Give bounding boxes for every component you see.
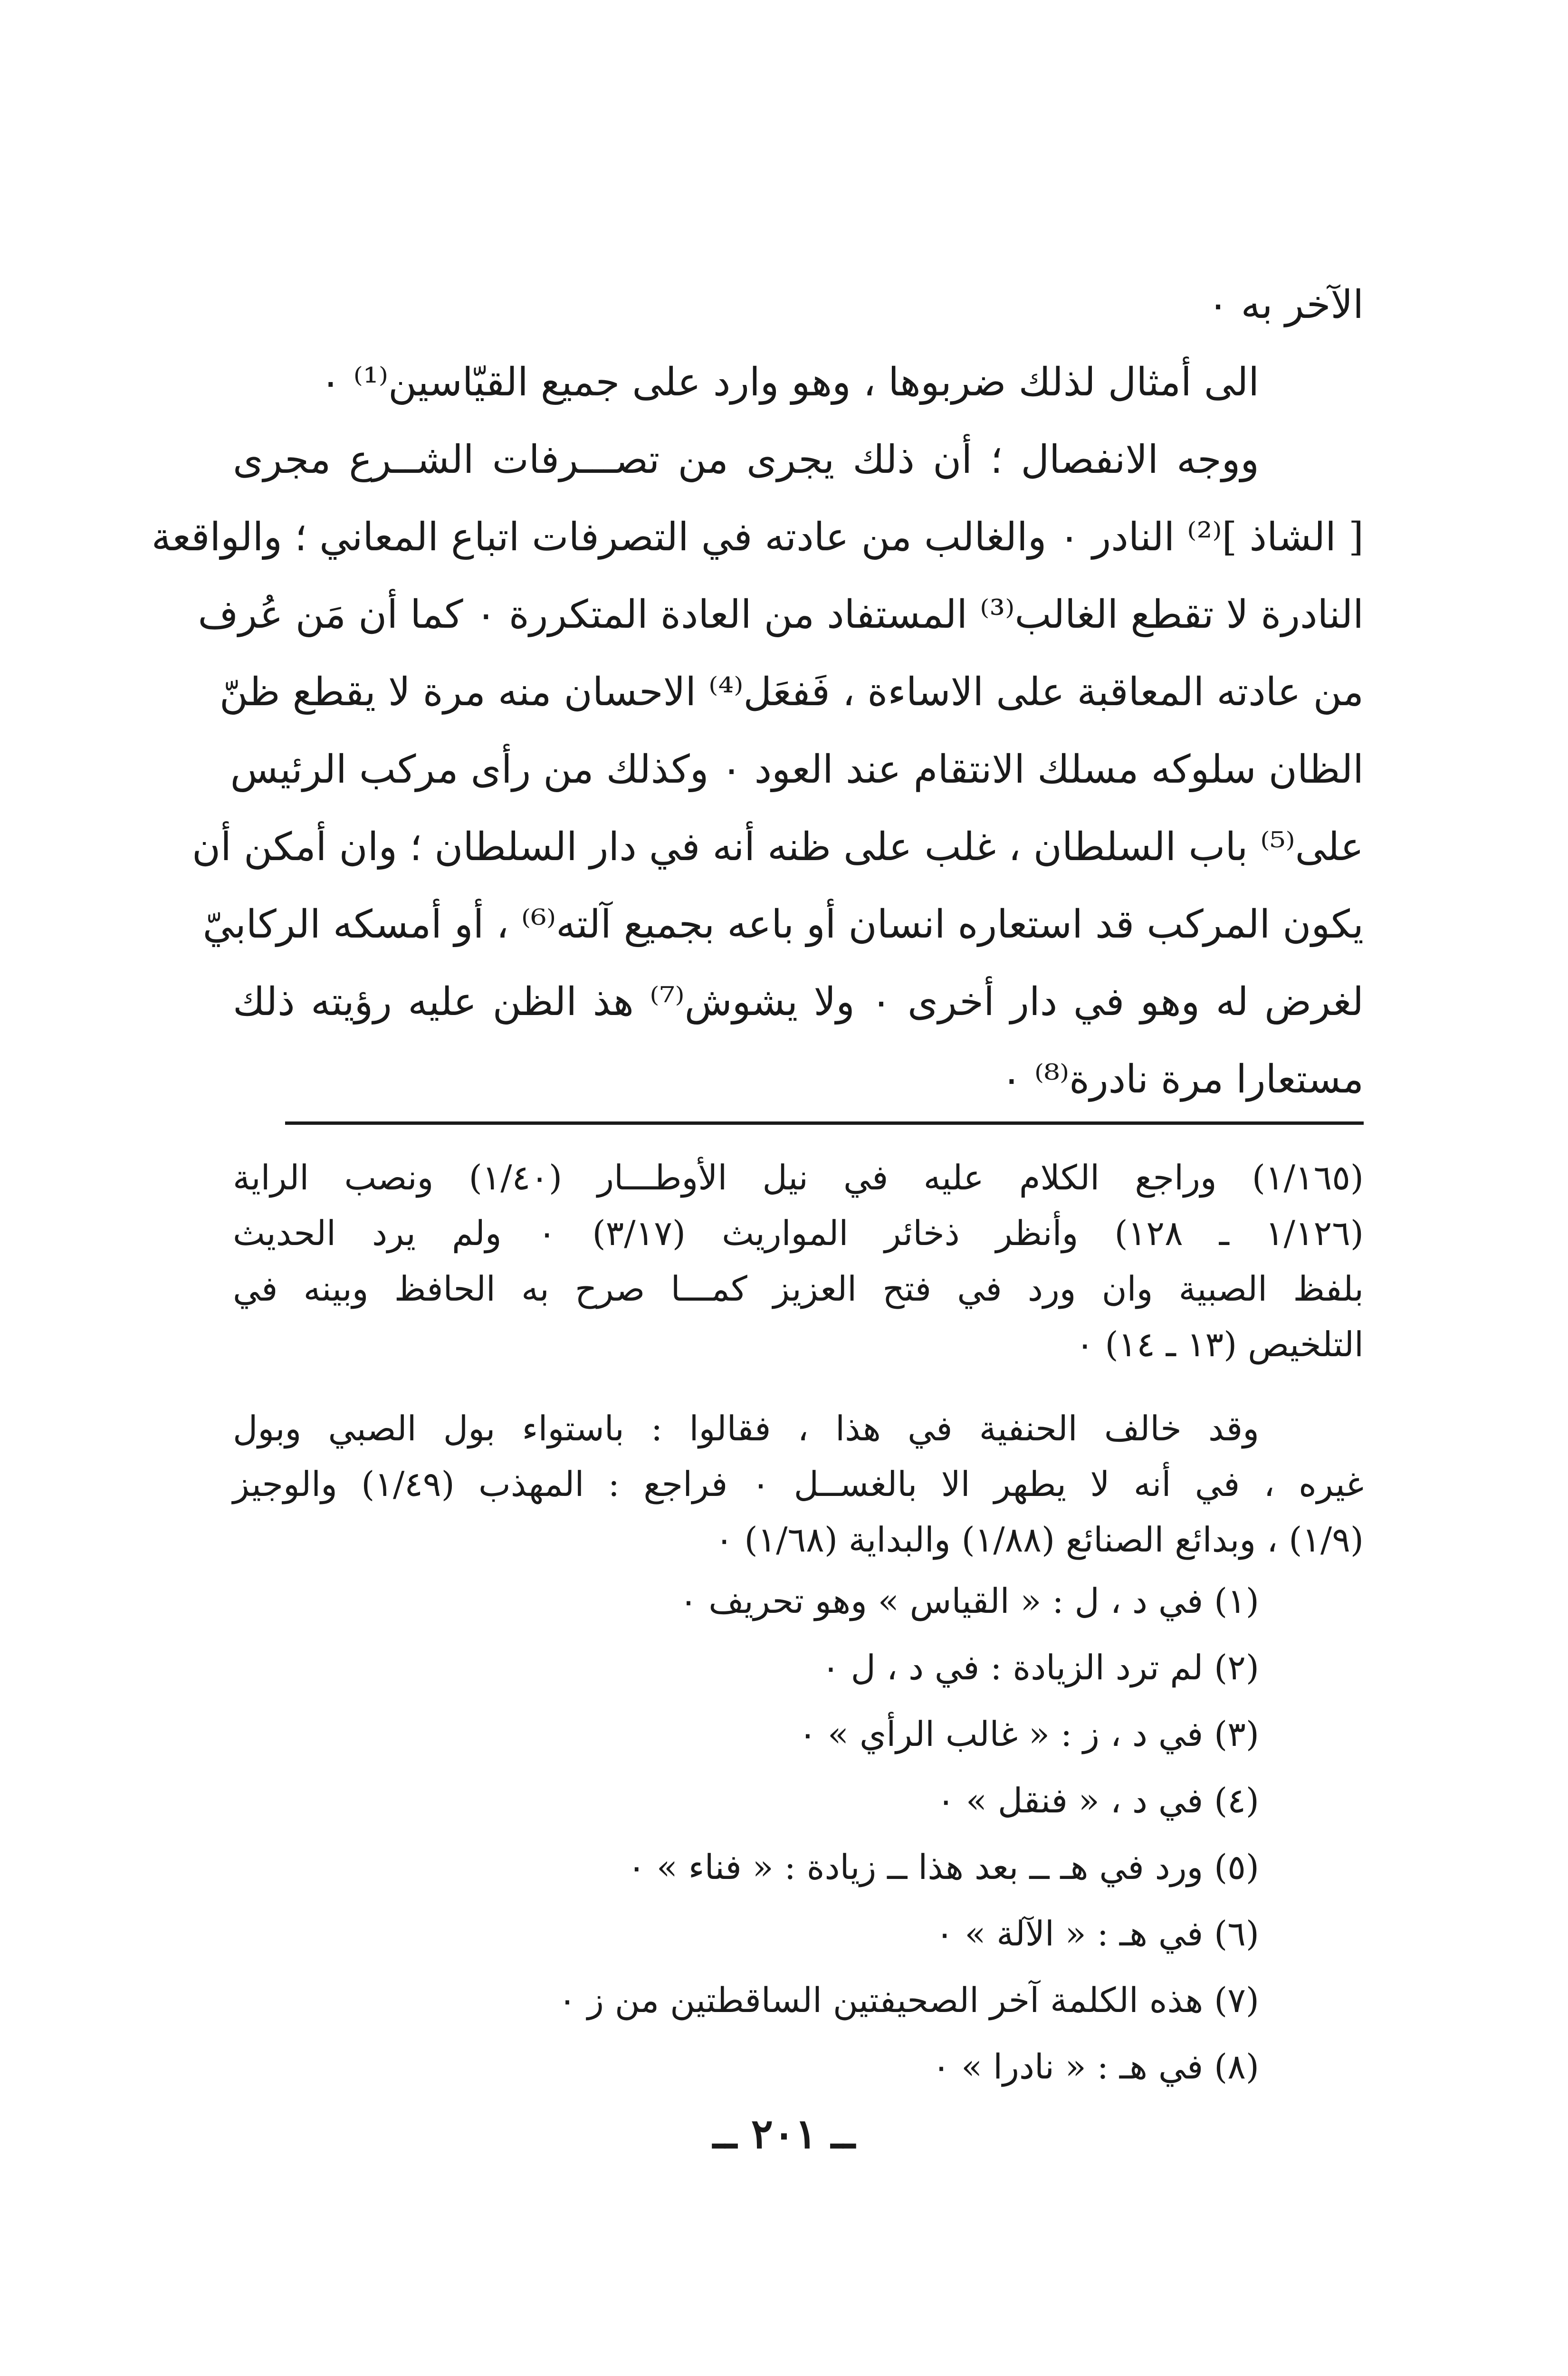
main-line: من عادته المعاقبة على الاساءة ، فَفعَل⁽⁴⁾ الاحسان منه مرة لا يقطع ظنّ [219,670,1364,715]
footnote-item: (٧) هذه الكلمة آخر الصحيفتين الساقطتين من ز ٠ [558,1980,1259,2020]
main-line: الظان سلوكه مسلك الانتقام عند العود ٠ وكذلك من رأى مركب الرئيس [230,747,1364,792]
footnote-item: (٦) في هـ : « الآلة » ٠ [935,1914,1259,1954]
footnote-line: وقد خالف الحنفية في هذا ، فقالوا : باستواء بول الصبي وبول [233,1408,1259,1448]
footnote-separator [285,1121,1364,1125]
main-line: [ الشاذ ]⁽²⁾ النادر ٠ والغالب من عادته في التصرفات اتباع المعاني ؛ والواقعة [151,515,1364,560]
main-line: الى أمثال لذلك ضربوها ، وهو وارد على جميع القيّاسين⁽¹⁾ ٠ [320,360,1259,405]
footnote-paragraph [233,1150,1364,1372]
main-line: على⁽⁵⁾ باب السلطان ، غلب على ظنه أنه في دار السلطان ؛ وان أمكن أن [191,824,1364,870]
footnote-item: (٤) في د ، « فنقل » ٠ [937,1781,1259,1820]
main-line: ووجه الانفصال ؛ أن ذلك يجرى من تصـــرفات الشــرع مجرى [233,437,1259,482]
main-line: لغرض له وهو في دار أخرى ٠ ولا يشوش⁽⁷⁾ هذ الظن عليه رؤيته ذلك [233,979,1364,1025]
main-line: يكون المركب قد استعاره انسان أو باعه بجميع آلته⁽⁶⁾ ، أو أمسكه الركابيّ [202,902,1364,947]
footnote-line: (١/١٦٥) وراجع الكلام عليه في نيل الأوطـــار (١/٤٠) ونصب الراية [233,1158,1364,1198]
main-text [151,266,1364,1118]
footnote-line: (١/٩) ، وبدائع الصنائع (١/٨٨) والبداية (١/٦٨) ٠ [715,1520,1364,1560]
footnotes-section [233,1150,1364,2100]
footnote-item: (٥) ورد في هـ ــ بعد هذا ــ زيادة : « فناء » ٠ [627,1847,1259,1887]
footnote-line: (١/١٢٦ ـ ١٢٨) وأنظر ذخائر المواريث (٣/١٧) ٠ ولم يرد الحديث [233,1213,1364,1253]
footnote-line: غيره ، في أنه لا يطهر الا بالغســل ٠ فراجع : المهذب (١/٤٩) والوجيز [233,1464,1364,1504]
footnote-item: (٣) في د ، ز : « غالب الرأي » ٠ [798,1714,1259,1754]
footnote-item: (٨) في هـ : « نادرا » ٠ [932,2047,1259,2087]
footnote-line: بلفظ الصبية وان ورد في فتح العزيز كمـــا صرح به الحافظ وبينه في [233,1269,1364,1309]
footnote-line: التلخيص (١٣ ـ ١٤) ٠ [1075,1324,1364,1364]
footnote-paragraph [233,1401,1364,1568]
main-line: الآخر به ٠ [1207,282,1364,327]
main-line: النادرة لا تقطع الغالب⁽³⁾ المستفاد من العادة المتكررة ٠ كما أن مَن عُرف [198,592,1364,637]
page-number: ــ ٢٠١ ــ [713,2110,855,2158]
footnote-item: (٢) لم ترد الزيادة : في د ، ل ٠ [822,1648,1259,1687]
footnote-item: (١) في د ، ل : « القياس » وهو تحريف ٠ [679,1581,1259,1621]
paragraph-gap [233,1372,1364,1401]
footnote-list [233,1568,1364,2100]
main-line: مستعارا مرة نادرة⁽⁸⁾ ٠ [1001,1057,1364,1102]
